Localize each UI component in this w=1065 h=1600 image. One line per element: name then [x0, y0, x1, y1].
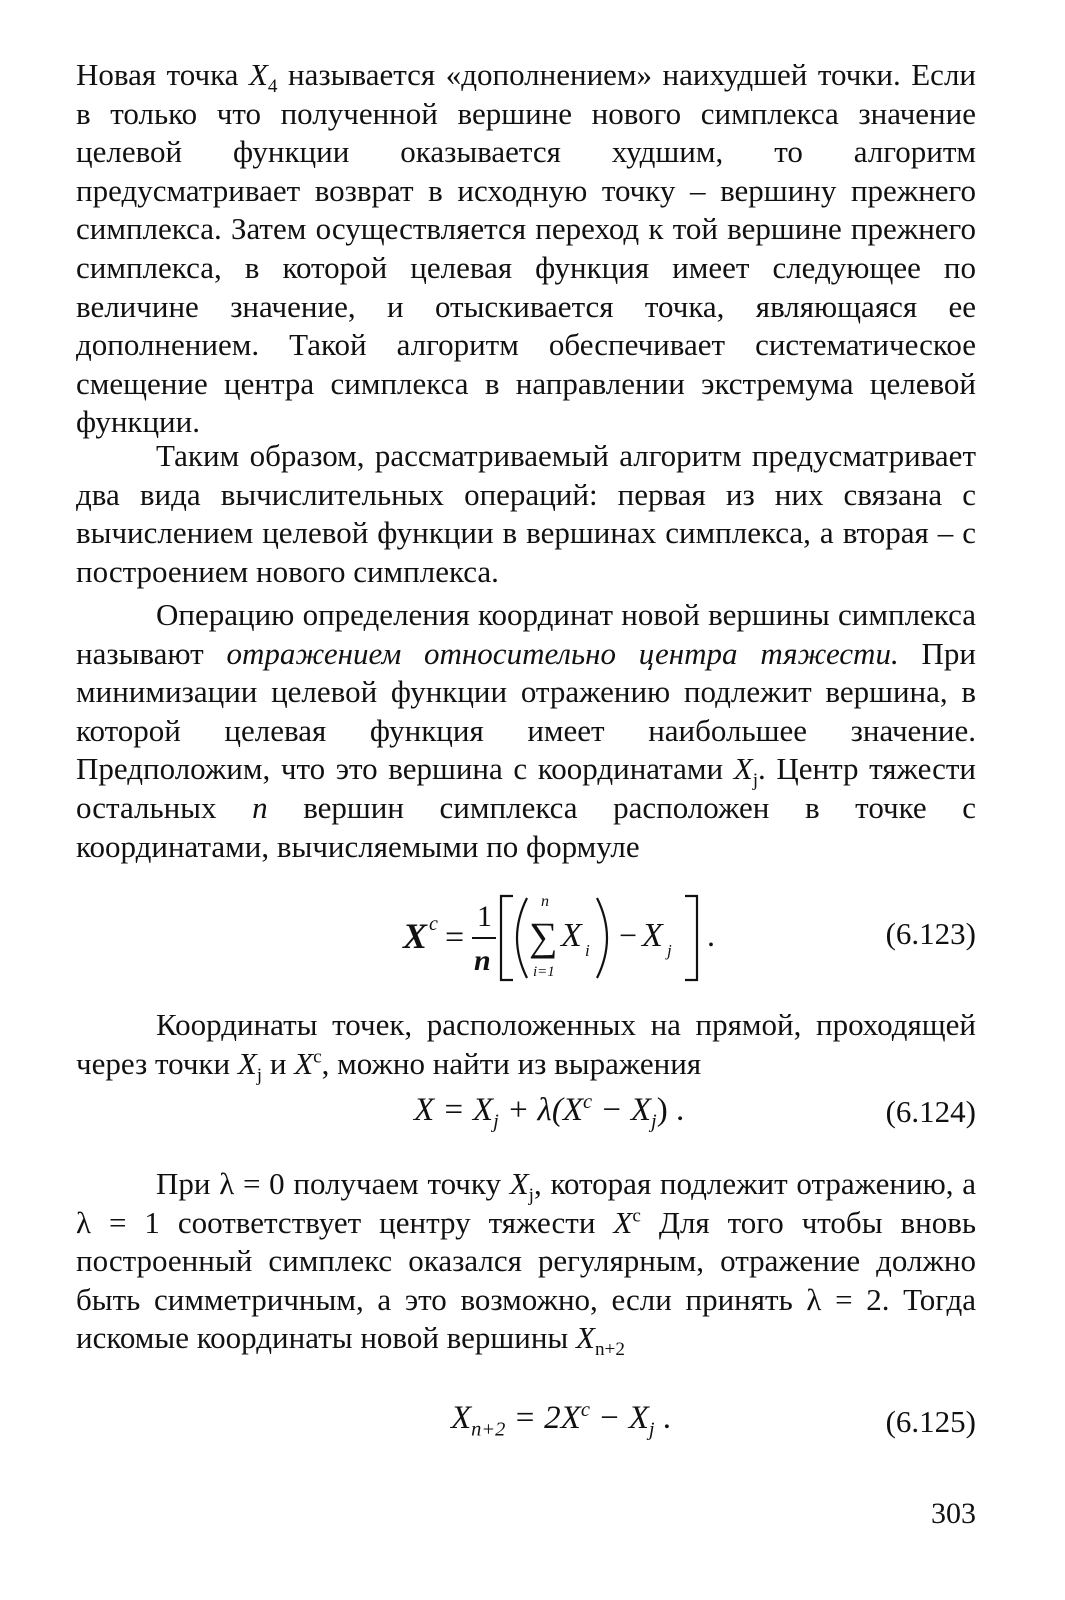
formula-6-123-xj-sub: j	[667, 941, 672, 960]
symbol-xn2-subscript: n+2	[594, 1339, 625, 1361]
formula-6-124	[414, 1091, 685, 1133]
symbol-xj-subscript: j	[752, 770, 759, 792]
term-reflection-italic: отражением относительно центра тяжести.	[226, 635, 899, 671]
symbol-xc-superscript: c	[632, 1205, 641, 1227]
paragraph-3-text-b: При минимизации целевой функции отражению подлежит вершина, в которой целевая функция имеет наибольшее значение. Предположим, что это вершина с координатами	[76, 635, 976, 787]
paragraph-5-text-c: Для того чтобы вновь построенный симплекс оказался регулярным, отражение должно быть симметричным, а это возможно, если принять λ = 2. Тогда искомые координаты новой вершины	[76, 1204, 976, 1356]
symbol-xj: X	[733, 751, 753, 787]
formula-6-125-part-b: = 2X	[505, 1400, 581, 1436]
right-square-bracket	[685, 896, 697, 980]
page-number: 303	[931, 1497, 976, 1530]
paragraph-3-text-d: вершин симплекса расположен в точке с координатами, вычисляемыми по формуле	[76, 789, 976, 864]
equation-number-6-125: (6.125)	[885, 1404, 976, 1439]
equation-number-6-123: (6.123)	[885, 916, 976, 951]
paragraph-1-text-b: называется «дополнением» наихудшей точки. Если в только что полученной вершине нового симплекса значение целевой функции оказывается худшим, то алгоритм предусматривает возврат в исходную точку – вершину прежнего симплекса. Затем осуществляется переход к той вершине прежнего симплекса, в которой целевая функция имеет следующее по величине значение, и отыскивается точка, являющаяся ее дополнением. Такой алгоритм обеспечивает систематическое смещение центра симплекса в направлении экстремума целевой функции.	[76, 57, 976, 440]
sum-upper-limit: n	[541, 893, 549, 910]
left-square-bracket	[501, 896, 513, 980]
symbol-x4: X	[248, 57, 268, 92]
formula-6-125-sup-b: c	[580, 1399, 590, 1421]
formula-6-124-sub-c: j	[651, 1110, 657, 1133]
formula-6-124-part-b: + λ(X	[498, 1092, 583, 1128]
formula-6-125	[451, 1399, 672, 1441]
symbol-xj: X	[237, 1045, 257, 1081]
formula-6-123-xi-sub: i	[585, 941, 590, 960]
paragraph-5-text-b: , которая подлежит отражению, а λ = 1 соответствует центру тяжести	[76, 1166, 976, 1240]
formula-6-123-minus: −	[619, 917, 638, 953]
paragraph-1	[76, 56, 976, 442]
symbol-xc: X	[294, 1045, 314, 1081]
paragraph-4	[76, 1006, 976, 1086]
paragraph-5	[76, 1165, 976, 1361]
formula-6-124-part-d: ) .	[656, 1092, 685, 1128]
formula-6-123-lhs: X	[403, 916, 428, 956]
paragraph-3-text-a: Операцию определения координат новой вершины симплекса называют	[76, 597, 976, 671]
paragraph-4-text-c: , можно найти из выражения	[321, 1045, 702, 1081]
formula-6-124-part-a: X = X	[414, 1092, 494, 1128]
formula-6-124-sup-b: c	[583, 1091, 593, 1113]
equation-number-6-124: (6.124)	[885, 1094, 976, 1129]
symbol-xc-superscript: c	[313, 1046, 322, 1068]
symbol-xj-subscript: j	[256, 1064, 263, 1086]
paragraph-3-text-c: . Центр тяжести остальных	[76, 751, 976, 825]
left-parenthesis	[517, 898, 527, 978]
paragraph-3	[76, 596, 976, 866]
formula-6-125-part-d: .	[654, 1400, 672, 1436]
formula-6-123-numerator: 1	[477, 900, 492, 933]
symbol-x4-subscript: 4	[267, 76, 278, 98]
symbol-n: n	[252, 789, 268, 825]
formula-6-125-sub-a: n+2	[471, 1418, 506, 1441]
formula-6-125-sub-c: j	[648, 1418, 655, 1441]
formula-6-123-xj: X	[642, 917, 663, 954]
formula-6-123-period: .	[707, 917, 715, 953]
formula-6-125-part-a: X	[451, 1400, 472, 1436]
paragraph-2: Таким образом, рассматриваемый алгоритм предусматривает два вида вычислительных операций: первая из них связана с вычислением целевой функции в вершинах симплекса, а вторая – с построением нового симплекса.	[76, 438, 976, 589]
formula-6-123-xi: X	[561, 917, 582, 954]
formula-6-124-sub-a: j	[493, 1110, 499, 1133]
paragraph-4-text-a: Координаты точек, расположенных на прямой, проходящей через точки	[76, 1007, 976, 1081]
sum-sign: ∑	[529, 914, 558, 959]
formula-6-123-lhs-sup: c	[429, 913, 438, 935]
paragraph-5-text-a: При λ = 0 получаем точку	[156, 1166, 510, 1201]
formula-6-123-equals: =	[445, 919, 465, 956]
symbol-xc: X	[613, 1204, 633, 1240]
formula-6-124-part-c: − X	[592, 1092, 652, 1128]
symbol-xj: X	[509, 1166, 529, 1201]
paragraph-4-text-b: и	[262, 1045, 295, 1081]
sum-lower-limit: i=1	[533, 964, 555, 980]
symbol-xj-subscript: j	[528, 1185, 534, 1207]
paragraph-1-text-a: Новая точка	[76, 57, 249, 92]
symbol-xn2: X	[576, 1320, 595, 1356]
right-parenthesis	[597, 898, 607, 978]
formula-6-125-part-c: − X	[589, 1400, 649, 1436]
formula-6-123	[395, 880, 735, 992]
formula-6-123-denominator: n	[474, 944, 491, 977]
